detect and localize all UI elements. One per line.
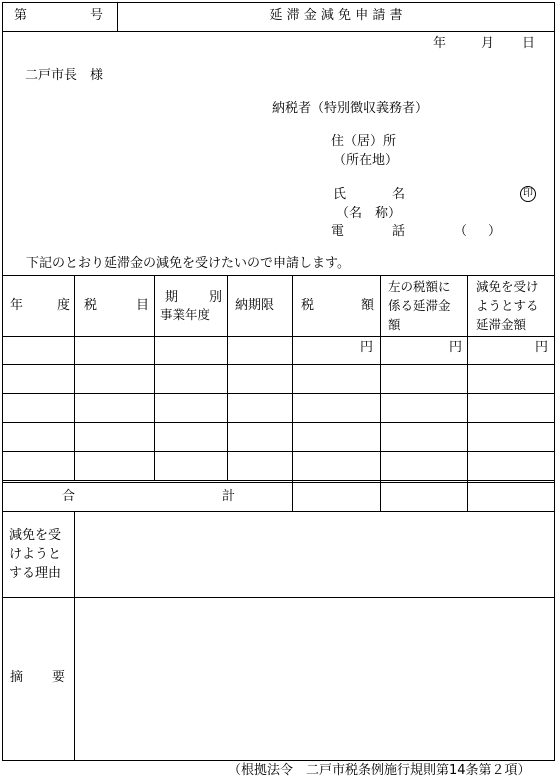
- col-divider: [227, 275, 228, 481]
- header-due-date: 納期限: [235, 298, 275, 313]
- col-divider: [154, 275, 155, 481]
- name-label-2: 名: [392, 187, 406, 202]
- total-label-1: 合: [62, 489, 76, 504]
- reason-label-2: けようと: [9, 547, 62, 562]
- row-line: [2, 364, 555, 365]
- row-line: [2, 393, 555, 394]
- header-reduction-2: ようとする: [476, 298, 539, 313]
- header-tax-amount-1: 税: [301, 298, 315, 313]
- header-reduction-3: 延滞金額: [476, 317, 527, 332]
- rows-bottom-line: [2, 480, 555, 481]
- total-label-2: 計: [222, 489, 236, 504]
- row-line: [2, 422, 555, 423]
- seal-mark: 印: [520, 186, 536, 202]
- total-top-line: [2, 482, 555, 483]
- col-divider: [380, 275, 381, 512]
- reason-label-1: 減免を受: [9, 528, 62, 543]
- yen-tax-amount: 円: [360, 340, 374, 355]
- header-year-2: 度: [57, 298, 71, 313]
- header-tax-amount-2: 額: [361, 298, 375, 313]
- header-late-fee-3: 額: [388, 317, 401, 332]
- header-year-1: 年: [10, 298, 24, 313]
- phone-paren-open: （: [454, 224, 468, 239]
- outer-border-top: [2, 2, 555, 3]
- header-period-1: 期: [165, 290, 179, 305]
- address-label: 住（居）所: [331, 134, 397, 149]
- legal-basis-footer: （根拠法令 二戸市税条例施行規則第14条第２項）: [228, 763, 531, 778]
- header-period-2: 別: [209, 290, 223, 305]
- reason-label-divider: [74, 511, 75, 761]
- phone-label-1: 電: [331, 224, 345, 239]
- reason-label-3: する理由: [9, 566, 62, 581]
- name-label-1: 氏: [333, 187, 347, 202]
- header-reduction-1: 減免を受け: [476, 279, 539, 294]
- col-divider: [292, 275, 293, 512]
- outer-border-right: [554, 2, 555, 761]
- date-month: 月: [481, 36, 495, 51]
- col-divider: [467, 275, 468, 512]
- row-line: [2, 451, 555, 452]
- date-year: 年: [433, 36, 447, 51]
- phone-paren-close: ）: [488, 224, 502, 239]
- taxpayer-role-label: 納税者（特別徴収義務者）: [272, 101, 429, 116]
- total-bottom-line: [2, 511, 555, 512]
- header-bottom-line: [2, 336, 555, 337]
- table-top-line: [2, 275, 555, 276]
- outer-border-left: [2, 2, 3, 761]
- col-divider: [74, 275, 75, 481]
- name-sub-label: （名 称）: [336, 206, 402, 221]
- header-tax-item-1: 税: [84, 298, 98, 313]
- yen-reduction: 円: [535, 340, 549, 355]
- number-label-left: 第: [14, 8, 28, 23]
- addressee: 二戸市長 様: [25, 68, 104, 83]
- header-business-year: 事業年度: [160, 307, 211, 322]
- form-title: 延 滞 金 減 免 申 請 書: [269, 8, 403, 23]
- request-statement: 下記のとおり延滞金の減免を受けたいので申請します。: [26, 256, 350, 271]
- remarks-label-2: 要: [52, 670, 66, 685]
- remarks-label-1: 摘: [10, 670, 24, 685]
- yen-late-fee: 円: [449, 340, 463, 355]
- number-label-right: 号: [90, 8, 104, 23]
- phone-label-2: 話: [392, 224, 406, 239]
- reason-bottom-line: [2, 597, 555, 598]
- date-day: 日: [522, 36, 536, 51]
- header-late-fee-2: 係る延滞金: [388, 298, 451, 313]
- header-tax-item-2: 目: [136, 298, 150, 313]
- address-sub-label: （所在地）: [333, 153, 399, 168]
- header-late-fee-1: 左の税額に: [388, 279, 451, 294]
- title-row-bottom: [2, 31, 555, 32]
- outer-border-bottom: [2, 760, 555, 761]
